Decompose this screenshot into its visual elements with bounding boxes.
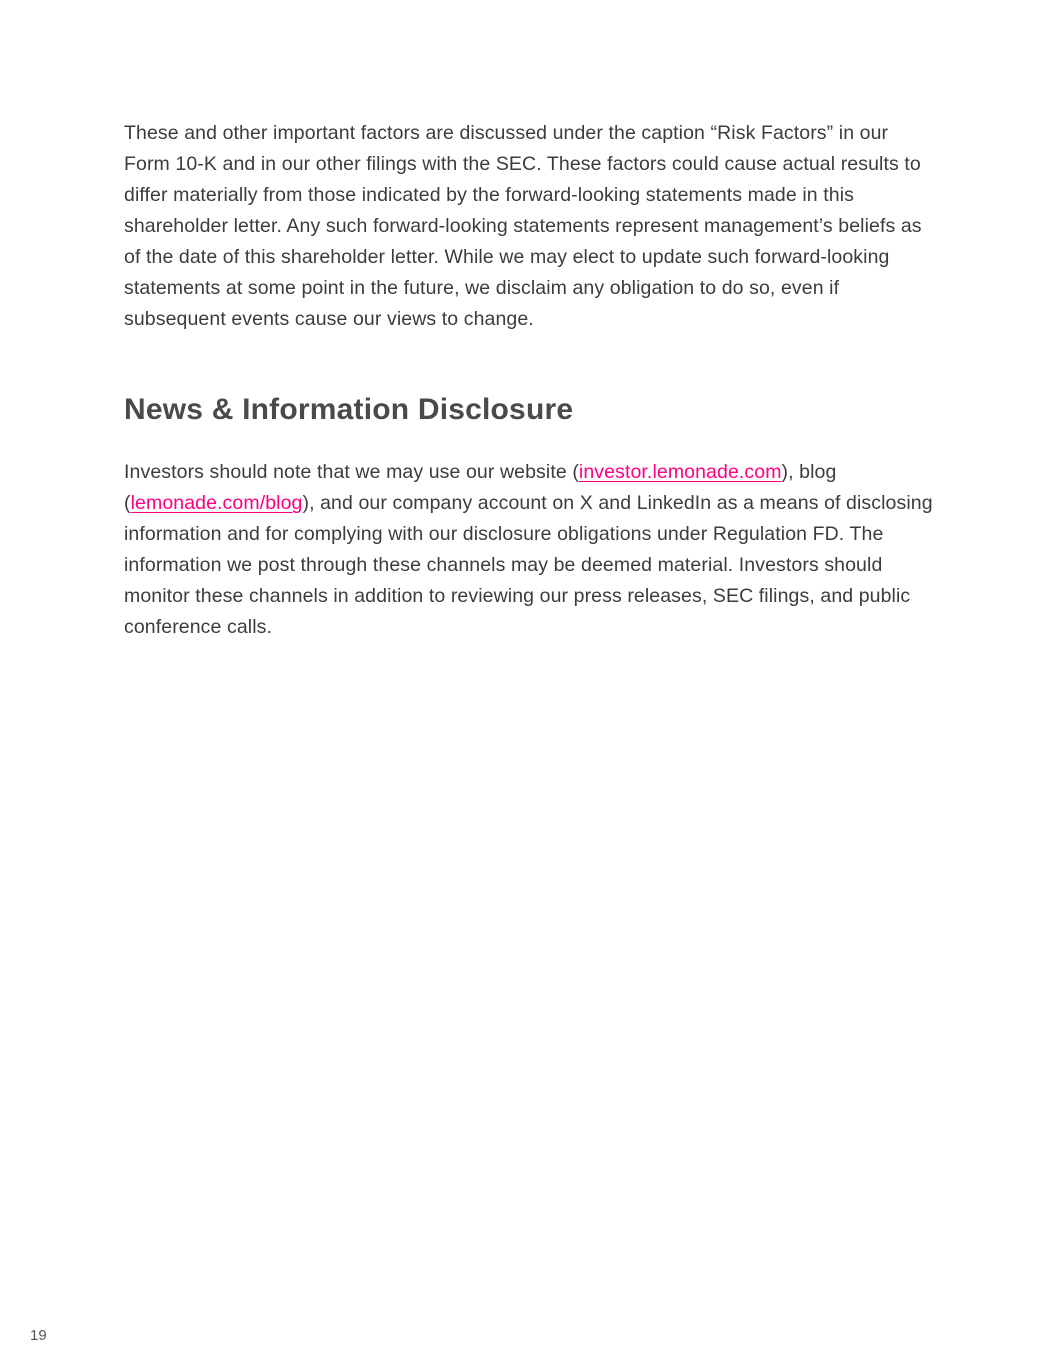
blog-link[interactable]: lemonade.com/blog <box>130 492 303 514</box>
disclosure-text-3: ), and our company account on X and LinkedIn as a means of disclosing information and for complying with our disclosure obligations under Regulation FD. The information we post through these channels may be deemed material. Investors should monitor these channels in addition to reviewing our press releases, SEC filings, and public conference calls. <box>124 492 933 638</box>
investor-site-link[interactable]: investor.lemonade.com <box>578 461 782 483</box>
page-content <box>124 118 936 643</box>
disclosure-paragraph <box>124 457 936 643</box>
page-number: 19 <box>30 1327 47 1344</box>
disclosure-text-1: Investors should note that we may use our website ( <box>124 461 579 483</box>
section-heading: News & Information Disclosure <box>124 393 574 426</box>
disclosure-text-2: ), blog ( <box>124 461 837 514</box>
forward-looking-paragraph: These and other important factors are discussed under the caption “Risk Factors” in our Form 10-K and in our other filings with the SEC. These factors could cause actual results to differ materially from those indicated by the forward-looking statements made in this shareholder letter. Any such forward-looking statements represent management’s beliefs as of the date of this shareholder letter. While we may elect to update such forward-looking statements at some point in the future, we disclaim any obligation to do so, even if subsequent events cause our views to change. <box>124 122 922 330</box>
